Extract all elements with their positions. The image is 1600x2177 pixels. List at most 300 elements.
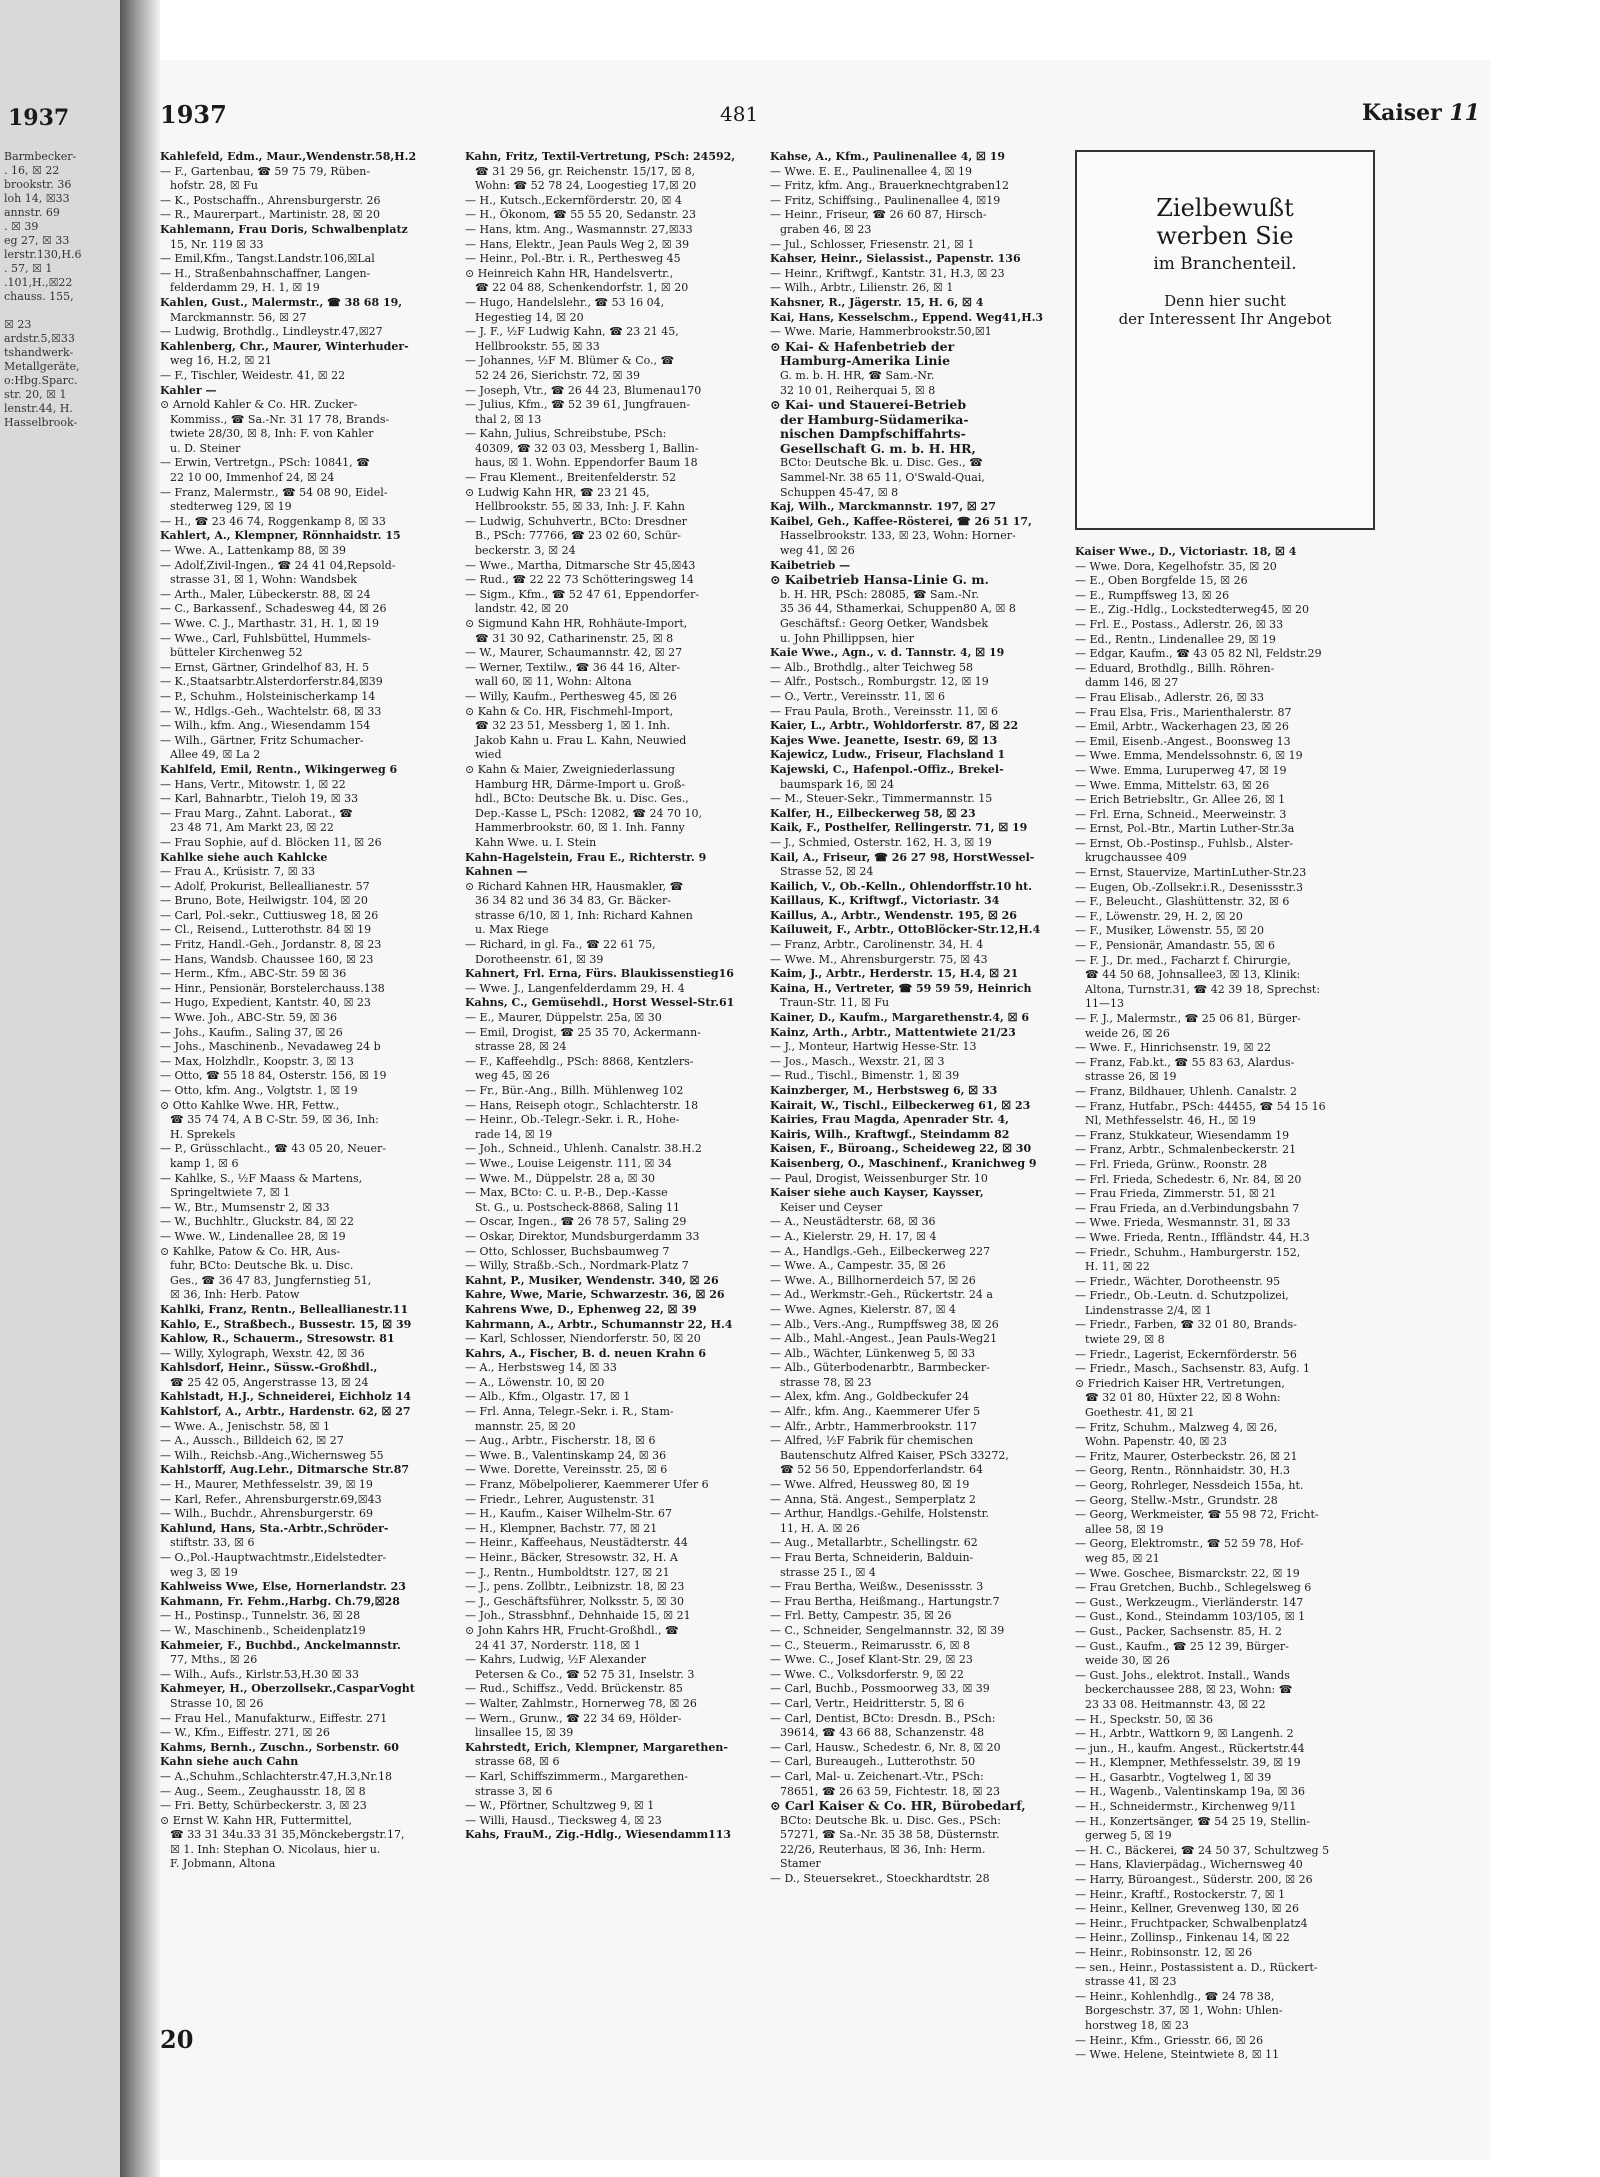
directory-entry: — Wwe. Dora, Kegelhofstr. 35, ☒ 20: [1075, 559, 1277, 573]
directory-entry: — Frau Elisab., Adlerstr. 26, ☒ 33: [1075, 690, 1265, 704]
directory-entry: 11—13: [1085, 997, 1124, 1011]
directory-entry: — Wwe. C., Volksdorferstr. 9, ☒ 22: [770, 1667, 964, 1681]
advertisement-box: [1075, 150, 1375, 530]
directory-entry: hofstr. 28, ☒ Fu: [170, 179, 258, 193]
directory-entry: krugchaussee 409: [1085, 851, 1187, 865]
directory-entry: Kahn, Fritz, Textil-Vertretung, PSch: 24592,: [465, 150, 736, 163]
directory-entry: — W., Maschinenb., Scheidenplatz19: [160, 1623, 366, 1637]
directory-entry: — E., Oben Borgfelde 15, ☒ 26: [1075, 574, 1248, 588]
directory-entry: — Kahn, Julius, Schreibstube, PSch:: [465, 427, 667, 441]
directory-entry: — Friedr., Schuhm., Hamburgerstr. 152,: [1075, 1245, 1301, 1259]
directory-entry: — A., Löwenstr. 10, ☒ 20: [465, 1375, 605, 1389]
directory-entry: — E., Maurer, Düppelstr. 25a, ☒ 30: [465, 1011, 662, 1025]
directory-entry: — Alfr., Arbtr., Hammerbrookstr. 117: [770, 1419, 977, 1433]
directory-entry: — Alfr., Postsch., Romburgstr. 12, ☒ 19: [770, 675, 989, 689]
directory-entry: — Jul., Schlosser, Friesenstr. 21, ☒ 1: [770, 237, 975, 251]
directory-entry: — Alb., Mahl.-Angest., Jean Pauls-Weg21: [770, 1332, 998, 1346]
directory-entry: — Franz, Hutfabr., PSch: 44455, ☎ 54 15 16: [1075, 1099, 1326, 1113]
directory-entry: — Franz, Stukkateur, Wiesendamm 19: [1075, 1128, 1290, 1142]
directory-entry: — Franz, Fab.kt., ☎ 55 83 63, Alardus-: [1075, 1055, 1295, 1069]
directory-entry: — Willi, Hausd., Tiecksweg 4, ☒ 23: [465, 1813, 662, 1827]
directory-entry: — H., Straßenbahnschaffner, Langen-: [160, 266, 371, 280]
directory-entry: wied: [475, 748, 502, 762]
directory-entry: Kahler —: [160, 383, 217, 397]
directory-entry: ☎ 22 04 88, Schenkendorfstr. 1, ☒ 20: [475, 281, 689, 295]
directory-entry: — Wwe. Dorette, Vereinsstr. 25, ☒ 6: [465, 1463, 668, 1477]
directory-entry: — Alfr., kfm. Ang., Kaemmerer Ufer 5: [770, 1405, 981, 1419]
directory-entry: ☎ 52 56 50, Eppendorferlandstr. 64: [780, 1463, 983, 1477]
directory-entry: — F., Tischler, Weidestr. 41, ☒ 22: [160, 368, 346, 382]
directory-entry: Kahmann, Fr. Fehm.,Harbg. Ch.79,☒28: [160, 1594, 400, 1608]
directory-entry: strasse 6/10, ☒ 1, Inh: Richard Kahnen: [475, 908, 693, 922]
directory-entry: kamp 1, ☒ 6: [170, 1156, 239, 1170]
directory-entry: — Aug., Arbtr., Fischerstr. 18, ☒ 6: [465, 1434, 656, 1448]
directory-entry: Kaillaus, K., Kriftwgf., Victoriastr. 34: [770, 894, 1000, 908]
directory-entry: — Heinr., Robinsonstr. 12, ☒ 26: [1075, 1946, 1253, 1959]
directory-entry: 78651, ☎ 26 63 59, Fichtestr. 18, ☒ 23: [780, 1784, 1000, 1798]
directory-entry: Borgeschstr. 37, ☒ 1, Wohn: Uhlen-: [1085, 2004, 1283, 2018]
directory-entry: ⊙ John Kahrs HR, Frucht-Großhdl., ☎: [465, 1623, 679, 1637]
directory-entry: — Ludwig, Brothdlg., Lindleystr.47,☒27: [160, 325, 383, 339]
directory-entry: — Carl, Vertr., Heidritterstr. 5, ☒ 6: [770, 1696, 965, 1710]
directory-entry: — Joseph, Vtr., ☎ 26 44 23, Blumenau170: [465, 383, 702, 397]
directory-entry: Goethestr. 41, ☒ 21: [1085, 1406, 1195, 1420]
directory-entry: — Alb., Brothdlg., alter Teichweg 58: [770, 660, 974, 674]
previous-page-line: lenstr.44, H.: [4, 402, 73, 415]
directory-entry: — Emil,Kfm., Tangst.Landstr.106,☒Lal: [160, 252, 375, 266]
previous-page-line: .101,H.,☒22: [4, 276, 73, 289]
directory-entry: Kahns, C., Gemüsehdl., Horst Wessel-Str.61: [465, 996, 735, 1010]
directory-entry: Kahs, FrauM., Zig.-Hdlg., Wiesendamm113: [465, 1828, 732, 1842]
directory-entry: ☎ 32 23 51, Messberg 1, ☒ 1. Inh.: [475, 719, 670, 733]
directory-entry: Kaisen, F., Büroang., Scheideweg 22, ☒ 30: [770, 1142, 1032, 1156]
directory-entry: — Otto, Schlosser, Buchsbaumweg 7: [465, 1244, 670, 1258]
directory-entry: — J. F., ½F Ludwig Kahn, ☎ 23 21 45,: [465, 325, 679, 339]
directory-entry: — Wwe. Goschee, Bismarckstr. 22, ☒ 19: [1075, 1566, 1300, 1580]
previous-page-line: Metallgeräte,: [4, 360, 80, 373]
directory-entry: — Heinr., Kfm., Griesstr. 66, ☒ 26: [1075, 2033, 1264, 2047]
directory-entry: — Ernst, Stauervize, MartinLuther-Str.23: [1075, 866, 1307, 880]
directory-entry: Kajes Wwe. Jeanette, Isestr. 69, ☒ 13: [770, 733, 998, 747]
previous-page-line: . 57, ☒ 1: [4, 262, 53, 275]
directory-entry: der Hamburg-Südamerika-: [780, 412, 969, 427]
directory-entry: Kahlstorff, Aug.Lehr., Ditmarsche Str.87: [160, 1463, 410, 1477]
directory-entry: 23 48 71, Am Markt 23, ☒ 22: [170, 821, 334, 835]
directory-entry: — Arth., Maler, Lübeckerstr. 88, ☒ 24: [160, 587, 371, 601]
directory-column-3: [770, 150, 1070, 1887]
directory-entry: — Franz, Arbtr., Carolinenstr. 34, H. 4: [770, 938, 984, 952]
directory-entry: — Johannes, ½F M. Blümer & Co., ☎: [465, 354, 675, 368]
directory-entry: Dorotheenstr. 61, ☒ 39: [475, 952, 604, 966]
directory-entry: — Wern., Grunw., ☎ 22 34 69, Hölder-: [465, 1711, 682, 1725]
directory-entry: — H., ☎ 23 46 74, Roggenkamp 8, ☒ 33: [160, 514, 386, 528]
previous-page-line: annstr. 69: [4, 206, 60, 219]
directory-entry: b. H. HR, PSch: 28085, ☎ Sam.-Nr.: [780, 587, 979, 601]
directory-entry: — H., Ökonom, ☎ 55 55 20, Sedanstr. 23: [465, 208, 697, 222]
directory-entry: — Frau Berta, Schneiderin, Balduin-: [770, 1551, 974, 1564]
directory-entry: — Max, BCto: C. u. P.-B., Dep.-Kasse: [465, 1186, 668, 1200]
page-number: 481: [720, 102, 759, 126]
directory-entry: — Heinr., Kellner, Grevenweg 130, ☒ 26: [1075, 1902, 1300, 1916]
directory-entry: — H., Schneidermstr., Kirchenweg 9/11: [1075, 1800, 1297, 1814]
directory-entry: Kahlke siehe auch Kahlcke: [160, 850, 328, 864]
directory-entry: — Wwe. Frieda, Rentn., Iffländstr. 44, H.3: [1075, 1230, 1310, 1244]
directory-entry: — Frau Elsa, Fris., Marienthalerstr. 87: [1075, 705, 1292, 719]
directory-entry: — Frl. E., Postass., Adlerstr. 26, ☒ 33: [1075, 617, 1284, 631]
directory-entry: Jakob Kahn u. Frau L. Kahn, Neuwied: [475, 733, 687, 747]
directory-entry: — Adolf,Zivil-Ingen., ☎ 24 41 04,Repsold-: [160, 558, 396, 572]
directory-entry: — Gust. Johs., elektrot. Install., Wands: [1075, 1668, 1290, 1682]
previous-page-line: tshandwerk-: [4, 346, 74, 359]
directory-entry: — H., Kaufm., Kaiser Wilhelm-Str. 67: [465, 1507, 673, 1521]
directory-entry: Altona, Turnstr.31, ☎ 42 39 18, Sprechst:: [1085, 982, 1321, 996]
directory-entry: Kainz, Arth., Arbtr., Mattentwiete 21/23: [770, 1025, 1016, 1039]
directory-entry: — Rud., Tischl., Bimenstr. 1, ☒ 39: [770, 1069, 960, 1083]
directory-entry: — Werner, Textilw., ☎ 36 44 16, Alter-: [465, 660, 681, 674]
directory-entry: — Frau A., Krüsistr. 7, ☒ 33: [160, 865, 316, 879]
directory-entry: strasse 25 I., ☒ 4: [780, 1565, 876, 1579]
directory-entry: — K.,Staatsarbtr.Alsterdorferstr.84,☒39: [160, 675, 383, 689]
directory-entry: Strasse 10, ☒ 26: [170, 1696, 264, 1710]
directory-entry: Kahnen —: [465, 865, 528, 879]
advert-title-2: werben Sie: [1156, 222, 1294, 250]
directory-entry: — W., Maurer, Schaumannstr. 42, ☒ 27: [465, 646, 683, 660]
previous-page-line: o:Hbg.Sparc.: [4, 374, 78, 387]
directory-entry: Kaina, H., Vertreter, ☎ 59 59 59, Heinrich: [770, 981, 1032, 995]
directory-entry: — F., Kaffeehdlg., PSch: 8868, Kentzlers-: [465, 1054, 694, 1068]
directory-entry: Kahrmann, A., Arbtr., Schumannstr 22, H.4: [465, 1317, 733, 1331]
advert-subtitle: im Branchenteil.: [1153, 254, 1297, 274]
directory-entry: allee 58, ☒ 19: [1085, 1522, 1164, 1536]
directory-entry: mannstr. 25, ☒ 20: [475, 1419, 576, 1433]
directory-entry: wall 60, ☒ 11, Wohn: Altona: [475, 675, 632, 689]
directory-entry: — Erich Betriebsltr., Gr. Allee 26, ☒ 1: [1075, 793, 1286, 807]
directory-entry: Kainer, D., Kaufm., Margarethenstr.4, ☒ 6: [770, 1011, 1030, 1025]
directory-entry: weide 30, ☒ 26: [1085, 1654, 1170, 1668]
directory-entry: — C., Schneider, Sengelmannstr. 32, ☒ 39: [770, 1623, 1005, 1637]
directory-entry: — Wwe. Joh., ABC-Str. 59, ☒ 36: [160, 1011, 338, 1025]
directory-entry: graben 46, ☒ 23: [780, 222, 872, 236]
directory-entry: gerweg 5, ☒ 19: [1085, 1829, 1172, 1843]
directory-entry: — Oscar, Ingen., ☎ 26 78 57, Saling 29: [465, 1215, 687, 1229]
directory-entry: — A., Handlgs.-Geh., Eilbeckerweg 227: [770, 1244, 991, 1258]
directory-entry: — Ernst, Ob.-Postinsp., Fuhlsb., Alster-: [1075, 836, 1294, 850]
directory-entry: Allee 49, ☒ La 2: [170, 748, 261, 762]
directory-entry: ⊙ Kai- & Hafenbetrieb der: [770, 339, 955, 354]
directory-entry: Kairies, Frau Magda, Apenrader Str. 4,: [770, 1113, 1009, 1127]
directory-entry: Kahlert, A., Klempner, Rönnhaidstr. 15: [160, 529, 401, 543]
directory-entry: — Fritz, Schuhm., Malzweg 4, ☒ 26,: [1075, 1420, 1278, 1434]
directory-entry: — Johs., Kaufm., Saling 37, ☒ 26: [160, 1025, 343, 1039]
directory-entry: Traun-Str. 11, ☒ Fu: [780, 996, 890, 1010]
directory-entry: — M., Steuer-Sekr., Timmermannstr. 15: [770, 792, 993, 806]
directory-entry: — Max, Holzhdlr., Koopstr. 3, ☒ 13: [160, 1054, 354, 1068]
directory-entry: Hamburg HR, Därme-Import u. Groß-: [475, 777, 686, 791]
directory-entry: Kahlo, E., Straßbech., Bussestr. 15, ☒ 39: [160, 1317, 412, 1331]
previous-page-line: brookstr. 36: [4, 178, 72, 191]
directory-entry: — Carl, Hausw., Schedestr. 6, Nr. 8, ☒ 20: [770, 1740, 1001, 1754]
directory-entry: Kahlki, Franz, Rentn., Belleallianestr.11: [160, 1302, 409, 1316]
previous-page-line: Hasselbrook-: [4, 416, 78, 429]
directory-entry: 40309, ☎ 32 03 03, Messberg 1, Ballin-: [475, 441, 699, 455]
directory-entry: — Wwe. J., Langenfelderdamm 29, H. 4: [465, 981, 685, 995]
directory-entry: — Carl, Dentist, BCto: Dresdn. B., PSch:: [770, 1711, 996, 1725]
directory-entry: St. G., u. Postscheck-8868, Saling 11: [475, 1200, 681, 1214]
directory-entry: — Wwe. Frieda, Wesmannstr. 31, ☒ 33: [1075, 1216, 1291, 1230]
directory-entry: — Alb., Vers.-Ang., Rumpffsweg 38, ☒ 26: [770, 1317, 999, 1331]
directory-entry: — J., pens. Zollbtr., Leibnizstr. 18, ☒ 23: [465, 1580, 685, 1594]
directory-entry: — J., Geschäftsführer, Nolksstr. 5, ☒ 30: [465, 1594, 685, 1608]
directory-entry: — J., Schmied, Osterstr. 162, H. 3, ☒ 19: [770, 835, 992, 849]
directory-entry: — Ed., Rentn., Lindenallee 29, ☒ 19: [1075, 632, 1276, 646]
directory-entry: Kahmeyer, H., Oberzollsekr.,CasparVoght: [160, 1682, 415, 1696]
directory-entry: — Georg, Werkmeister, ☎ 55 98 72, Fricht-: [1075, 1508, 1319, 1522]
directory-entry: — D., Steuersekret., Stoeckhardtstr. 28: [770, 1872, 990, 1886]
directory-entry: strasse 78, ☒ 23: [780, 1375, 872, 1389]
directory-entry: — Hugo, Handelslehr., ☎ 53 16 04,: [465, 295, 665, 309]
directory-entry: — C., Steuerm., Reimarusstr. 6, ☒ 8: [770, 1638, 970, 1652]
directory-entry: ☎ 35 74 74, A B C-Str. 59, ☒ 36, Inh:: [170, 1113, 379, 1127]
directory-entry: — Gust., Kond., Steindamm 103/105, ☒ 1: [1075, 1610, 1306, 1624]
directory-entry: — Friedr., Lagerist, Eckernförderstr. 56: [1075, 1347, 1297, 1361]
directory-entry: ⊙ Kaibetrieb Hansa-Linie G. m.: [770, 573, 989, 588]
directory-entry: — Wwe. A., Billhornerdeich 57, ☒ 26: [770, 1273, 976, 1287]
directory-entry: — J., Rentn., Humboldtstr. 127, ☒ 21: [465, 1565, 670, 1579]
directory-column-1: [160, 150, 460, 1872]
directory-entry: Kaillus, A., Arbtr., Wendenstr. 195, ☒ 26: [770, 908, 1017, 922]
directory-entry: — Wilh., Buchdr., Ahrensburgerstr. 69: [160, 1507, 374, 1521]
previous-page-line: ☒ 23: [4, 318, 32, 331]
directory-entry: — Wwe. M., Düppelstr. 28 a, ☒ 30: [465, 1171, 655, 1185]
directory-entry: — Ludwig, Schuhvertr., BCto: Dresdner: [465, 514, 687, 528]
directory-entry: strasse 26, ☒ 19: [1085, 1070, 1177, 1084]
directory-entry: — Aug., Seem., Zeughausstr. 18, ☒ 8: [160, 1784, 366, 1798]
directory-entry: — Heinr., Kriftwgf., Kantstr. 31, H.3, ☒ 23: [770, 266, 1005, 280]
directory-entry: Wohn: ☎ 52 78 24, Loogestieg 17,☒ 20: [475, 179, 697, 193]
directory-entry: Hellbrookstr. 55, ☒ 33: [475, 339, 600, 353]
directory-entry: ⊙ Heinreich Kahn HR, Handelsvertr.,: [465, 266, 674, 280]
directory-entry: Kahre, Wwe, Marie, Schwarzestr. 36, ☒ 26: [465, 1288, 725, 1302]
directory-entry: weg 16, H.2, ☒ 21: [170, 354, 272, 368]
directory-entry: Wohn. Papenstr. 40, ☒ 23: [1085, 1435, 1227, 1449]
directory-entry: — Fritz, Schiffsing., Paulinenallee 4, ☒19: [770, 193, 1001, 207]
directory-entry: — Wwe. Agnes, Kielerstr. 87, ☒ 4: [770, 1302, 956, 1316]
directory-entry: — H., Konzertsänger, ☎ 54 25 19, Stellin-: [1075, 1814, 1311, 1828]
directory-entry: — A.,Schuhm.,Schlachterstr.47,H.3,Nr.18: [160, 1769, 392, 1783]
directory-entry: u. John Phillippsen, hier: [780, 631, 915, 645]
directory-entry: — Willy, Straßb.-Sch., Nordmark-Platz 7: [465, 1259, 689, 1273]
directory-entry: Kahmeier, F., Buchbd., Anckelmannstr.: [160, 1638, 401, 1652]
directory-entry: Kahlen, Gust., Malermstr., ☎ 38 68 19,: [160, 295, 403, 309]
directory-entry: — Gust., Werkzeugm., Vierländerstr. 147: [1075, 1595, 1304, 1609]
directory-entry: — W., Btr., Mumsenstr 2, ☒ 33: [160, 1200, 330, 1214]
directory-entry: Kahn-Hagelstein, Frau E., Richterstr. 9: [465, 850, 707, 864]
directory-entry: Kahrs, A., Fischer, B. d. neuen Krahn 6: [465, 1346, 706, 1360]
directory-entry: nischen Dampfschiffahrts-: [780, 427, 966, 442]
previous-page-line: . 16, ☒ 22: [4, 164, 60, 177]
directory-entry: 11, H. A. ☒ 26: [780, 1521, 860, 1535]
directory-entry: H. 11, ☒ 22: [1085, 1260, 1150, 1274]
directory-entry: — Cl., Reisend., Lutterothstr. 84 ☒ 19: [160, 923, 372, 937]
directory-entry: Kahse, A., Kfm., Paulinenallee 4, ☒ 19: [770, 150, 1006, 163]
directory-entry: — Alb., Güterbodenarbtr., Barmbecker-: [770, 1361, 990, 1375]
directory-entry: — Eduard, Brothdlg., Billh. Röhren-: [1075, 661, 1275, 675]
directory-entry: — Frl. Frieda, Grünw., Roonstr. 28: [1075, 1157, 1267, 1171]
previous-page-line: ardstr.5,☒33: [4, 332, 75, 345]
directory-entry: — Wwe. W., Lindenallee 28, ☒ 19: [160, 1229, 346, 1243]
directory-entry: — Hans, ktm. Ang., Wasmannstr. 27,☒33: [465, 222, 693, 236]
directory-entry: Kahlund, Hans, Sta.-Arbtr.,Schröder-: [160, 1521, 389, 1535]
directory-entry: — W., Buchhltr., Gluckstr. 84, ☒ 22: [160, 1215, 355, 1229]
directory-entry: twiete 28/30, ☒ 8, Inh: F. von Kahler: [170, 427, 374, 441]
directory-entry: Petersen & Co., ☎ 52 75 31, Inselstr. 3: [475, 1667, 695, 1681]
directory-entry: — Gust., Kaufm., ☎ 25 12 39, Bürger-: [1075, 1639, 1289, 1653]
directory-entry: — Alb., Kfm., Olgastr. 17, ☒ 1: [465, 1390, 631, 1404]
directory-entry: — P., Schuhm., Holsteinischerkamp 14: [160, 689, 376, 703]
directory-entry: — Wwe., Carl, Fuhlsbüttel, Hummels-: [160, 631, 371, 645]
directory-entry: Kairait, W., Tischl., Eilbeckerweg 61, ☒ 23: [770, 1098, 1031, 1112]
directory-entry: — Otto, ☎ 55 18 84, Osterstr. 156, ☒ 19: [160, 1069, 387, 1083]
directory-entry: — Heinr., Fruchtpacker, Schwalbenplatz4: [1075, 1916, 1308, 1930]
directory-entry: — P., Grüsschlacht., ☎ 43 05 20, Neuer-: [160, 1142, 386, 1156]
directory-entry: — Georg, Rentn., Rönnhaidstr. 30, H.3: [1075, 1464, 1291, 1478]
directory-entry: landstr. 42, ☒ 20: [475, 602, 569, 616]
previous-page-line: loh 14, ☒33: [4, 192, 70, 205]
directory-entry: — Frau Frieda, Zimmerstr. 51, ☒ 21: [1075, 1187, 1277, 1201]
directory-entry: — Wwe. A., Campestr. 35, ☒ 26: [770, 1259, 946, 1273]
directory-entry: — Johs., Maschinenb., Nevadaweg 24 b: [160, 1040, 381, 1054]
directory-entry: Kajewicz, Ludw., Friseur, Flachsland 1: [770, 748, 1006, 762]
directory-entry: — Georg, Stellw.-Mstr., Grundstr. 28: [1075, 1493, 1278, 1507]
directory-entry: — Jos., Masch., Wexstr. 21, ☒ 3: [770, 1054, 945, 1068]
directory-entry: — Carl, Mal- u. Zeichenart.-Vtr., PSch:: [770, 1769, 984, 1783]
running-head: [1362, 100, 1480, 126]
directory-entry: — F. J., Dr. med., Facharzt f. Chirurgie,: [1075, 953, 1291, 967]
directory-entry: Kajewski, C., Hafenpol.-Offiz., Brekel-: [770, 762, 1004, 776]
directory-entry: — H., Speckstr. 50, ☒ 36: [1075, 1712, 1213, 1726]
directory-entry: — Adolf, Prokurist, Belleallianestr. 57: [160, 879, 370, 893]
directory-entry: G. m. b. H. HR, ☎ Sam.-Nr.: [780, 368, 935, 382]
directory-entry: — K., Postschaffn., Ahrensburgerstr. 26: [160, 193, 381, 207]
directory-entry: hdl., BCto: Deutsche Bk. u. Disc. Ges.,: [475, 792, 689, 806]
directory-entry: — Friedr., Ob.-Leutn. d. Schutzpolizei,: [1075, 1289, 1289, 1303]
directory-entry: Kail, A., Friseur, ☎ 26 27 98, HorstWessel-: [770, 850, 1035, 864]
directory-entry: — Arthur, Handlgs.-Gehilfe, Holstenstr.: [770, 1507, 990, 1521]
directory-entry: Kaiser Wwe., D., Victoriastr. 18, ☒ 4: [1075, 545, 1297, 558]
directory-entry: — F., Pensionär, Amandastr. 55, ☒ 6: [1075, 939, 1275, 953]
directory-entry: — Richard, in gl. Fa., ☎ 22 61 75,: [465, 938, 656, 952]
directory-entry: — Frau Marg., Zahnt. Laborat., ☎: [160, 806, 353, 820]
directory-entry: — C., Barkassenf., Schadesweg 44, ☒ 26: [160, 602, 387, 616]
directory-entry: Kahrstedt, Erich, Klempner, Margarethen-: [465, 1740, 728, 1754]
directory-entry: — Heinr., Pol.-Btr. i. R., Perthesweg 45: [465, 252, 681, 266]
directory-entry: — Wwe. M., Ahrensburgerstr. 75, ☒ 43: [770, 952, 988, 966]
directory-entry: Kahlstorf, A., Arbtr., Hardenstr. 62, ☒ 27: [160, 1405, 411, 1419]
directory-entry: — O., Vertr., Vereinsstr. 11, ☒ 6: [770, 689, 945, 703]
directory-entry: — Edgar, Kaufm., ☎ 43 05 82 Nl, Feldstr.29: [1075, 647, 1322, 661]
directory-entry: stedterweg 129, ☒ 19: [170, 500, 292, 514]
directory-entry: Kainzberger, M., Herbstsweg 6, ☒ 33: [770, 1084, 998, 1097]
directory-entry: 23 33 08. Heitmannstr. 43, ☒ 22: [1085, 1697, 1266, 1711]
directory-entry: Kahnert, Frl. Erna, Fürs. Blaukissenstieg16: [465, 967, 734, 981]
directory-entry: H. Sprekels: [170, 1127, 236, 1141]
directory-entry: — Anna, Stä. Angest., Semperplatz 2: [770, 1492, 976, 1506]
directory-entry: felderdamm 29, H. 1, ☒ 19: [170, 281, 320, 295]
directory-entry: ☎ 31 30 92, Catharinenstr. 25, ☒ 8: [475, 631, 674, 645]
directory-entry: — Alex, kfm. Ang., Goldbeckufer 24: [770, 1390, 970, 1404]
directory-entry: strasse 31, ☒ 1, Wohn: Wandsbek: [170, 573, 357, 587]
directory-entry: twiete 29, ☒ 8: [1085, 1333, 1165, 1347]
previous-page-edge: [0, 0, 122, 2177]
directory-entry: ⊙ Ernst W. Kahn HR, Futtermittel,: [160, 1813, 352, 1827]
directory-column-4: [1075, 545, 1375, 2063]
previous-page-line: eg 27, ☒ 33: [4, 234, 70, 247]
directory-entry: — Hans, Reiseph otogr., Schlachterstr. 18: [465, 1098, 699, 1112]
directory-entry: — Karl, Schlosser, Niendorferstr. 50, ☒ 20: [465, 1332, 701, 1346]
directory-entry: Kalfer, H., Eilbeckerweg 58, ☒ 23: [770, 806, 976, 820]
directory-entry: ☒ 36, Inh: Herb. Patow: [170, 1288, 300, 1302]
directory-entry: — Bruno, Bote, Heilwigstr. 104, ☒ 20: [160, 894, 368, 908]
directory-entry: — Frau Hel., Manufakturw., Eiffestr. 271: [160, 1711, 388, 1725]
directory-entry: — Franz, Bildhauer, Uhlenh. Canalstr. 2: [1075, 1084, 1298, 1098]
directory-entry: ⊙ Kai- und Stauerei-Betrieb: [770, 398, 967, 413]
directory-entry: weide 26, ☒ 26: [1085, 1026, 1170, 1040]
directory-entry: Sammel-Nr. 38 65 11, O'Swald-Quai,: [780, 471, 985, 485]
directory-entry: Kahlemann, Frau Doris, Schwalbenplatz: [160, 222, 408, 236]
directory-entry: — Frau Gretchen, Buchb., Schlegelsweg 6: [1075, 1581, 1312, 1595]
directory-entry: Kai, Hans, Kesselschm., Eppend. Weg41,H.3: [770, 310, 1044, 324]
directory-entry: — Wwe. Emma, Mendelssohnstr. 6, ☒ 19: [1075, 749, 1303, 763]
directory-entry: — F. J., Malermstr., ☎ 25 06 81, Bürger-: [1075, 1012, 1301, 1025]
directory-entry: Kahlsdorf, Heinr., Süssw.-Großhdl.,: [160, 1361, 378, 1375]
directory-entry: — Otto, kfm. Ang., Volgtstr. 1, ☒ 19: [160, 1084, 358, 1097]
directory-entry: ⊙ Friedrich Kaiser HR, Vertretungen,: [1075, 1376, 1285, 1390]
directory-entry: ⊙ Otto Kahlke Wwe. HR, Fettw.,: [160, 1098, 340, 1112]
directory-entry: weg 41, ☒ 26: [780, 544, 855, 558]
directory-entry: Kaie Wwe., Agn., v. d. Tannstr. 4, ☒ 19: [770, 646, 1005, 660]
advert-title: Zielbewußt: [1156, 194, 1294, 222]
directory-entry: — Joh., Strassbhnf., Dehnhaide 15, ☒ 21: [465, 1609, 691, 1623]
directory-entry: Strasse 52, ☒ 24: [780, 865, 874, 879]
directory-entry: — Wwe. E. E., Paulinenallee 4, ☒ 19: [770, 164, 972, 178]
directory-entry: — Wwe. A., Lattenkamp 88, ☒ 39: [160, 544, 346, 558]
directory-entry: damm 146, ☒ 27: [1085, 676, 1179, 690]
directory-entry: Kaibel, Geh., Kaffee-Rösterei, ☎ 26 51 17,: [770, 514, 1032, 528]
directory-entry: — Franz, Malermstr., ☎ 54 08 90, Eidel-: [160, 485, 388, 499]
directory-entry: F. Jobmann, Altona: [170, 1857, 276, 1871]
page-header: [160, 100, 1490, 140]
directory-entry: Kahnt, P., Musiker, Wendenstr. 340, ☒ 26: [465, 1273, 719, 1287]
directory-entry: — Frau Bertha, Heißmang., Hartungstr.7: [770, 1594, 1000, 1608]
directory-page: [160, 60, 1490, 2160]
directory-entry: Gesellschaft G. m. b. H. HR,: [780, 441, 976, 456]
directory-entry: — A., Kielerstr. 29, H. 17, ☒ 4: [770, 1229, 937, 1243]
directory-entry: — Wwe. Emma, Luruperweg 47, ☒ 19: [1075, 763, 1287, 777]
directory-entry: — Emil, Eisenb.-Angest., Boonsweg 13: [1075, 734, 1291, 748]
directory-entry: — Georg, Elektromstr., ☎ 52 59 78, Hof-: [1075, 1537, 1304, 1551]
previous-page-line: lerstr.130,H.6: [4, 248, 82, 261]
directory-entry: — Joh., Schneid., Uhlenh. Canalstr. 38.H.2: [465, 1142, 702, 1156]
directory-entry: 15, Nr. 119 ☒ 33: [170, 237, 264, 251]
directory-entry: — Friedr., Masch., Sachsenstr. 83, Aufg. 1: [1075, 1362, 1311, 1376]
directory-entry: Kahlefeld, Edm., Maur.,Wendenstr.58,H.2: [160, 150, 417, 163]
directory-entry: — H., Wagenb., Valentinskamp 19a, ☒ 36: [1075, 1785, 1306, 1799]
directory-entry: — Emil, Arbtr., Wackerhagen 23, ☒ 26: [1075, 720, 1289, 734]
directory-entry: — Frau Bertha, Weißw., Desenissstr. 3: [770, 1580, 984, 1594]
directory-entry: — Oskar, Direktor, Mundsburgerdamm 33: [465, 1229, 700, 1243]
directory-entry: Kommiss., ☎ Sa.-Nr. 31 17 78, Brands-: [170, 412, 390, 426]
directory-entry: Kaibetrieb —: [770, 558, 851, 572]
